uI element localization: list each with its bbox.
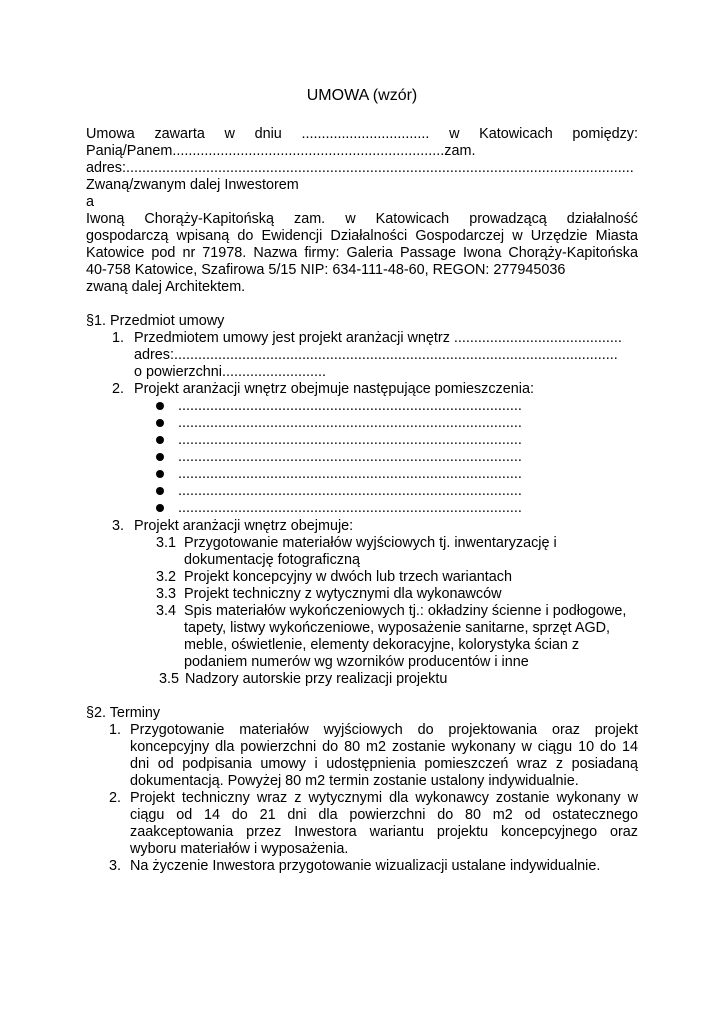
room-list-item: ...................................................................................... <box>178 449 522 465</box>
s1-item-1-line-2: adres:............................................................................................................... <box>134 347 618 363</box>
s2-item-2-line-2: ciągu od 14 do 21 dni dla powierzchni do 80 m2 od ostatecznego <box>130 807 638 823</box>
bullet-icon <box>156 402 164 410</box>
subitem-3-2-number: 3.2 <box>156 569 177 585</box>
subitem-3-4-line-1: Spis materiałów wykończeniowych tj.: okładziny ścienne i podłogowe, <box>184 603 627 619</box>
subitem-3-5-number: 3.5 <box>159 671 180 687</box>
room-list-item: ...................................................................................... <box>178 483 522 499</box>
intro-line-7: gospodarczą wpisaną do Ewidencji Działalności Gospodarczej w Urzędzie Miasta <box>86 228 638 244</box>
subitem-3-1-line-2: dokumentację fotograficzną <box>184 552 360 568</box>
s2-item-2-line-3: zaakceptowania przez Inwestora wariantu projektu koncepcyjnego oraz <box>130 824 638 840</box>
s2-item-1-line-3: dni od podpisania umowy i udostępnienia pomieszczeń wraz z posiadaną <box>130 756 638 772</box>
subitem-3-2-text: Projekt koncepcyjny w dwóch lub trzech wariantach <box>184 569 512 585</box>
intro-line-8: Katowice pod nr 71978. Nazwa firmy: Galeria Passage Iwona Chorąży-Kapitońska <box>86 245 638 261</box>
intro-line-1: Umowa zawarta w dniu ................................ w Katowicach pomiędzy: <box>86 126 638 142</box>
section-1-heading: §1. Przedmiot umowy <box>86 313 225 329</box>
intro-line-4: Zwaną/zwanym dalej Inwestorem <box>86 177 299 193</box>
s1-item-2-number: 2. <box>112 381 125 397</box>
intro-line-5: a <box>86 194 95 210</box>
document-title: UMOWA (wzór) <box>306 87 418 104</box>
room-list-item: ...................................................................................... <box>178 466 522 482</box>
s2-item-1-number: 1. <box>109 722 122 738</box>
intro-line-3: adres:............................................................................................................................... <box>86 160 634 176</box>
intro-line-9: 40-758 Katowice, Szafirowa 5/15 NIP: 634-111-48-60, REGON: 277945036 <box>86 262 566 278</box>
section-2-heading: §2. Terminy <box>86 705 161 721</box>
room-list-item: ...................................................................................... <box>178 415 522 431</box>
s1-item-1-number: 1. <box>112 330 125 346</box>
subitem-3-4-line-3: meble, oświetlenie, elementy dekoracyjne, kolorystyka ścian z <box>184 637 580 653</box>
bullet-icon <box>156 453 164 461</box>
bullet-icon <box>156 487 164 495</box>
intro-line-6: Iwoną Chorąży-Kapitońską zam. w Katowicach prowadzącą działalność <box>86 211 638 227</box>
intro-line-2: Panią/Panem....................................................................zam. <box>86 143 476 159</box>
subitem-3-1-line-1: Przygotowanie materiałów wyjściowych tj. inwentaryzację i <box>184 535 557 551</box>
subitem-3-4-line-4: podaniem numerów wg wzorników producentów i inne <box>184 654 529 670</box>
s2-item-2-line-1: Projekt techniczny wraz z wytycznymi dla wykonawcy zostanie wykonany w <box>130 790 638 806</box>
subitem-3-5-text: Nadzory autorskie przy realizacji projektu <box>185 671 448 687</box>
s1-item-3-number: 3. <box>112 518 125 534</box>
s2-item-1-line-1: Przygotowanie materiałów wyjściowych do projektowania oraz projekt <box>130 722 638 738</box>
s2-item-1-line-4: dokumentacją. Powyżej 80 m2 termin zostanie ustalony indywidualnie. <box>130 773 579 789</box>
subitem-3-4-number: 3.4 <box>156 603 177 619</box>
subitem-3-1-number: 3.1 <box>156 535 177 551</box>
room-list-item: ...................................................................................... <box>178 398 522 414</box>
s2-item-3-number: 3. <box>109 858 122 874</box>
s2-item-2-number: 2. <box>109 790 122 806</box>
bullet-icon <box>156 436 164 444</box>
s2-item-2-line-4: wyboru materiałów i wyposażenia. <box>130 841 349 857</box>
room-list-item: ...................................................................................... <box>178 432 522 448</box>
s1-item-1-line-3: o powierzchni.......................... <box>134 364 326 380</box>
subitem-3-3-text: Projekt techniczny z wytycznymi dla wykonawców <box>184 586 502 602</box>
s1-item-2-line-1: Projekt aranżacji wnętrz obejmuje następujące pomieszczenia: <box>134 381 534 397</box>
bullet-icon <box>156 504 164 512</box>
subitem-3-4-line-2: tapety, listwy wykończeniowe, wyposażenie sanitarne, sprzęt AGD, <box>184 620 611 636</box>
intro-line-10: zwaną dalej Architektem. <box>86 279 246 295</box>
s1-item-1-line-1: Przedmiotem umowy jest projekt aranżacji wnętrz .......................................... <box>134 330 622 346</box>
bullet-icon <box>156 419 164 427</box>
s2-item-1-line-2: koncepcyjny dla powierzchni do 80 m2 zostanie wykonany w ciągu 10 do 14 <box>130 739 638 755</box>
subitem-3-3-number: 3.3 <box>156 586 177 602</box>
s2-item-3-line-1: Na życzenie Inwestora przygotowanie wizualizacji ustalane indywidualnie. <box>130 858 601 874</box>
s1-item-3-line-1: Projekt aranżacji wnętrz obejmuje: <box>134 518 354 534</box>
room-list-item: ...................................................................................... <box>178 500 522 516</box>
bullet-icon <box>156 470 164 478</box>
